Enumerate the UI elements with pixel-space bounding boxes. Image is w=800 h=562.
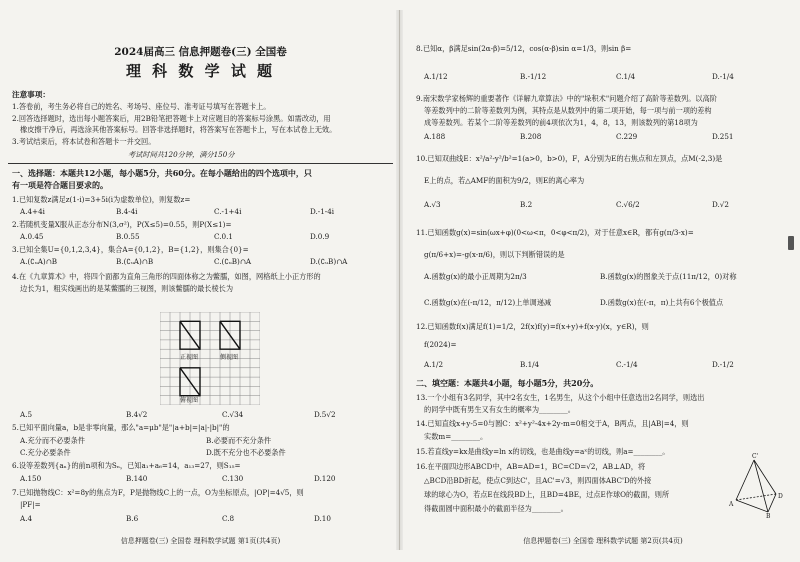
q5-stem: 5.已知平面向量a，b是非零向量，那么"a=μb"是"|a+b|=|a|-|b|"的 bbox=[12, 423, 230, 432]
q12-opt-d: D.-1/2 bbox=[712, 360, 734, 369]
q11-opt-c: C.函数g(x)在(-π/12，π/12)上单调递减 bbox=[424, 298, 552, 307]
notice-item-2: 2.回答选择题时，选出每小题答案后，用2B铅笔把答题卡上对应题目的答案标号涂黑。如需改动，用 bbox=[12, 114, 331, 123]
q11-opt-d: D.函数g(x)在(-π，π)上共有6个极值点 bbox=[600, 298, 724, 307]
q5-opt-d: D.既不充分也不必要条件 bbox=[206, 448, 286, 457]
q13-line1: 13.一个小组有3名同学，其中2名女生，1名男生，从这个小组中任意选出2名同学，则选出 bbox=[416, 393, 705, 402]
q11-opt-b: B.函数g(x)的图象关于点(11π/12，0)对称 bbox=[600, 272, 737, 281]
q9-stem2: 等差数列中的二阶等差数列为例，其特点是从数列中的第二项开始，每一项与前一项的差构 bbox=[424, 106, 712, 115]
q1-opt-a: A.4+4i bbox=[20, 207, 45, 216]
q13-line2: 的同学中既有男生又有女生的概率为________。 bbox=[424, 405, 575, 414]
q16-line1: 16.在平面四边形ABCD中，AB=AD=1，BC=CD=√2，AB⊥AD，将 bbox=[416, 462, 646, 471]
q5-opt-b: B.必要而不充分条件 bbox=[206, 436, 272, 445]
grid-label-front: 正视图 bbox=[180, 354, 199, 361]
q7-stem: 7.已知抛物线C：x²=8y的焦点为F，P是抛物线C上的一点，O为坐标原点，|OP|=4√5，则 bbox=[12, 488, 304, 497]
q6-opt-a: A.150 bbox=[20, 474, 42, 483]
q8-opt-c: C.1/4 bbox=[616, 72, 636, 81]
q14-line1: 14.已知直线x+y-5=0与圆C：x²+y²-4x+2y-m=0相交于A，B两点，且|AB|=4，则 bbox=[416, 419, 689, 428]
section1-title: 一、选择题：本题共12小题，每小题5分，共60分。在每小题给出的四个选项中，只 bbox=[12, 168, 312, 178]
q1-opt-d: D.-1-4i bbox=[310, 207, 335, 216]
tetrahedron-figure bbox=[730, 456, 780, 518]
q16-line2: △BCD沿BD折起，使点C到达C'，且AC'=√3，则四面体ABC'D的外接 bbox=[424, 476, 652, 485]
q8-opt-a: A.1/12 bbox=[424, 72, 448, 81]
grid-label-side: 侧视图 bbox=[220, 354, 239, 361]
q15-line: 15.若直线y=kx是曲线y=ln x的切线，也是曲线y=aˣ的切线，则a=________。 bbox=[416, 447, 670, 456]
q3-opt-c: C.(∁ᵤB)∩A bbox=[214, 257, 252, 266]
q12-stem2: f(2024)= bbox=[424, 340, 457, 349]
q4-opt-c: C.√34 bbox=[222, 410, 244, 419]
q4-stem: 4.在《九章算术》中，将四个面都为直角三角形的四面体称之为鳖臑，如图，网格纸上小正方形的 bbox=[12, 272, 321, 281]
q2-opt-c: C.0.1 bbox=[214, 232, 233, 241]
q12-opt-b: B.1/4 bbox=[520, 360, 540, 369]
q12-opt-c: C.-1/4 bbox=[616, 360, 638, 369]
q7-opt-d: D.10 bbox=[314, 514, 331, 523]
q3-stem: 3.已知全集U={0,1,2,3,4}，集合A={0,1,2}，B={1,2}，则集合{0}= bbox=[12, 245, 249, 254]
notice-item-3: 3.考试结束后，将本试卷和答题卡一并交回。 bbox=[12, 137, 156, 146]
q12-stem: 12.已知函数f(x)满足f(1)=1/2，2f(x)f(y)=f(x+y)+f(x-y)(x，y∈R)，则 bbox=[416, 322, 649, 331]
q12-opt-a: A.1/2 bbox=[424, 360, 444, 369]
q11-opt-a: A.函数g(x)的最小正周期为2π/3 bbox=[424, 272, 527, 281]
q1-opt-c: C.-1+4i bbox=[214, 207, 242, 216]
grid-label-top: 俯视图 bbox=[180, 397, 199, 404]
q4-opt-d: D.5√2 bbox=[314, 410, 336, 419]
q10-stem2: E上的点，若△AMF的面积为9/2，则E的离心率为 bbox=[424, 176, 585, 185]
q4-opt-a: A.5 bbox=[20, 410, 33, 419]
q10-opt-c: C.√6/2 bbox=[616, 200, 640, 209]
notice-title: 注意事项： bbox=[12, 90, 50, 99]
q11-stem: 11.已知函数g(x)=sin(ωx+φ)(0<ω<π，0<φ<π/2)，对于任意x∈R，都有g(π/3-x)= bbox=[416, 228, 694, 237]
q4-opt-b: B.4√2 bbox=[126, 410, 148, 419]
q1-stem: 1.已知复数z满足z(1-i)=3+5i(i为虚数单位)，则复数z= bbox=[12, 195, 191, 204]
q6-opt-b: B.140 bbox=[126, 474, 148, 483]
q10-opt-d: D.√2 bbox=[712, 200, 729, 209]
footer-right: 信息押题卷(三) 全国卷 理科数学试题 第2页(共4页) bbox=[523, 537, 683, 545]
q3-opt-a: A.(∁ᵤA)∩B bbox=[20, 257, 58, 266]
q3-opt-d: D.(∁ᵤB)∩A bbox=[310, 257, 348, 266]
q16-line4: 得截面圆中面积最小的截面半径为________。 bbox=[424, 504, 568, 513]
q14-line2: 实数m=________。 bbox=[424, 432, 488, 441]
divider-line bbox=[8, 163, 393, 164]
q6-opt-d: D.120 bbox=[314, 474, 336, 483]
q7-stem2: |PF|= bbox=[20, 500, 41, 509]
notice-item-1: 1.答卷前，考生务必将自己的姓名、考场号、座位号、准考证号填写在答题卡上。 bbox=[12, 102, 271, 111]
exam-header-title: 理 科 数 学 试 题 bbox=[125, 62, 276, 80]
q5-opt-c: C.充分必要条件 bbox=[20, 448, 71, 457]
tetra-label-c: C' bbox=[752, 453, 759, 460]
tetra-label-d: D bbox=[778, 493, 783, 500]
page-divider bbox=[399, 10, 400, 550]
q10-opt-a: A.√3 bbox=[424, 200, 441, 209]
exam-time: 考试时间共120分钟，满分150分 bbox=[128, 150, 235, 159]
q16-line3: 球的球心为O，若点E在线段BD上，且BD=4BE，过点E作球O的截面，则所 bbox=[424, 490, 670, 499]
section2-title: 二、填空题：本题共4小题，每小题5分，共20分。 bbox=[416, 378, 599, 388]
q7-opt-a: A.4 bbox=[20, 514, 33, 523]
three-view-figure bbox=[160, 312, 260, 405]
q3-opt-b: B.(∁ᵤA)∩B bbox=[116, 257, 154, 266]
notice-item-2b: 橡皮擦干净后，再选涂其他答案标号。回答非选择题时，将答案写在答题卡上，写在本试卷上无效。 bbox=[20, 125, 337, 134]
q9-stem: 9.南宋数学家杨辉的重要著作《详解九章算法》中的"垛积术"问题介绍了高阶等差数列。以高阶 bbox=[416, 94, 717, 103]
q9-opt-b: B.208 bbox=[520, 132, 542, 141]
q11-stem2: g(π/6+x)=-g(x-π/6)，则以下判断错误的是 bbox=[424, 250, 565, 259]
binder-clip bbox=[788, 236, 794, 250]
right-page bbox=[412, 0, 794, 562]
q8-opt-b: B.-1/12 bbox=[520, 72, 547, 81]
section1-title2: 有一项是符合题目要求的。 bbox=[12, 180, 108, 190]
q9-stem3: 成等差数列。若某个二阶等差数列的前4项依次为1，4，8，13，则该数列的第18项为 bbox=[424, 118, 698, 127]
q8-stem: 8.已知α，β满足sin(2α-β)=5/12，cos(α-β)sin α=1/3，则sin β= bbox=[416, 44, 632, 53]
q9-opt-c: C.229 bbox=[616, 132, 638, 141]
q10-stem: 10.已知双曲线E：x²/a²-y²/b²=1(a>0，b>0)，F，A分别为E的右焦点和左顶点，点M(-2,3)是 bbox=[416, 154, 723, 163]
q7-opt-b: B.6 bbox=[126, 514, 139, 523]
footer-left: 信息押题卷(三) 全国卷 理科数学试题 第1页(共4页) bbox=[120, 537, 281, 545]
tetra-label-a: A bbox=[729, 501, 734, 508]
left-page bbox=[8, 0, 393, 562]
q10-opt-b: B.2 bbox=[520, 200, 533, 209]
tetra-label-b: B bbox=[766, 513, 771, 520]
q7-opt-c: C.8 bbox=[222, 514, 235, 523]
q1-opt-b: B.4-4i bbox=[116, 207, 138, 216]
q4-stem2: 边长为1，粗实线画出的是某鳖臑的三视图，则该鳖臑的最长棱长为 bbox=[20, 284, 234, 293]
q2-opt-a: A.0.45 bbox=[20, 232, 44, 241]
q2-stem: 2.若随机变量X服从正态分布N(3,σ²)，P(X≤5)=0.55，则P(X≤1)= bbox=[12, 220, 232, 229]
q8-opt-d: D.-1/4 bbox=[712, 72, 734, 81]
q5-opt-a: A.充分而不必要条件 bbox=[20, 436, 85, 445]
q2-opt-b: B.0.55 bbox=[116, 232, 140, 241]
q9-opt-d: D.251 bbox=[712, 132, 734, 141]
q9-opt-a: A.188 bbox=[424, 132, 446, 141]
q6-stem: 6.设等差数列{aₙ}的前n项和为Sₙ，已知a₁+a₆=14，a₁₃=27，则S₁₅= bbox=[12, 461, 241, 470]
q6-opt-c: C.130 bbox=[222, 474, 244, 483]
q2-opt-d: D.0.9 bbox=[310, 232, 330, 241]
exam-header-line1: 2024届高三 信息押题卷(三) 全国卷 bbox=[114, 46, 287, 58]
